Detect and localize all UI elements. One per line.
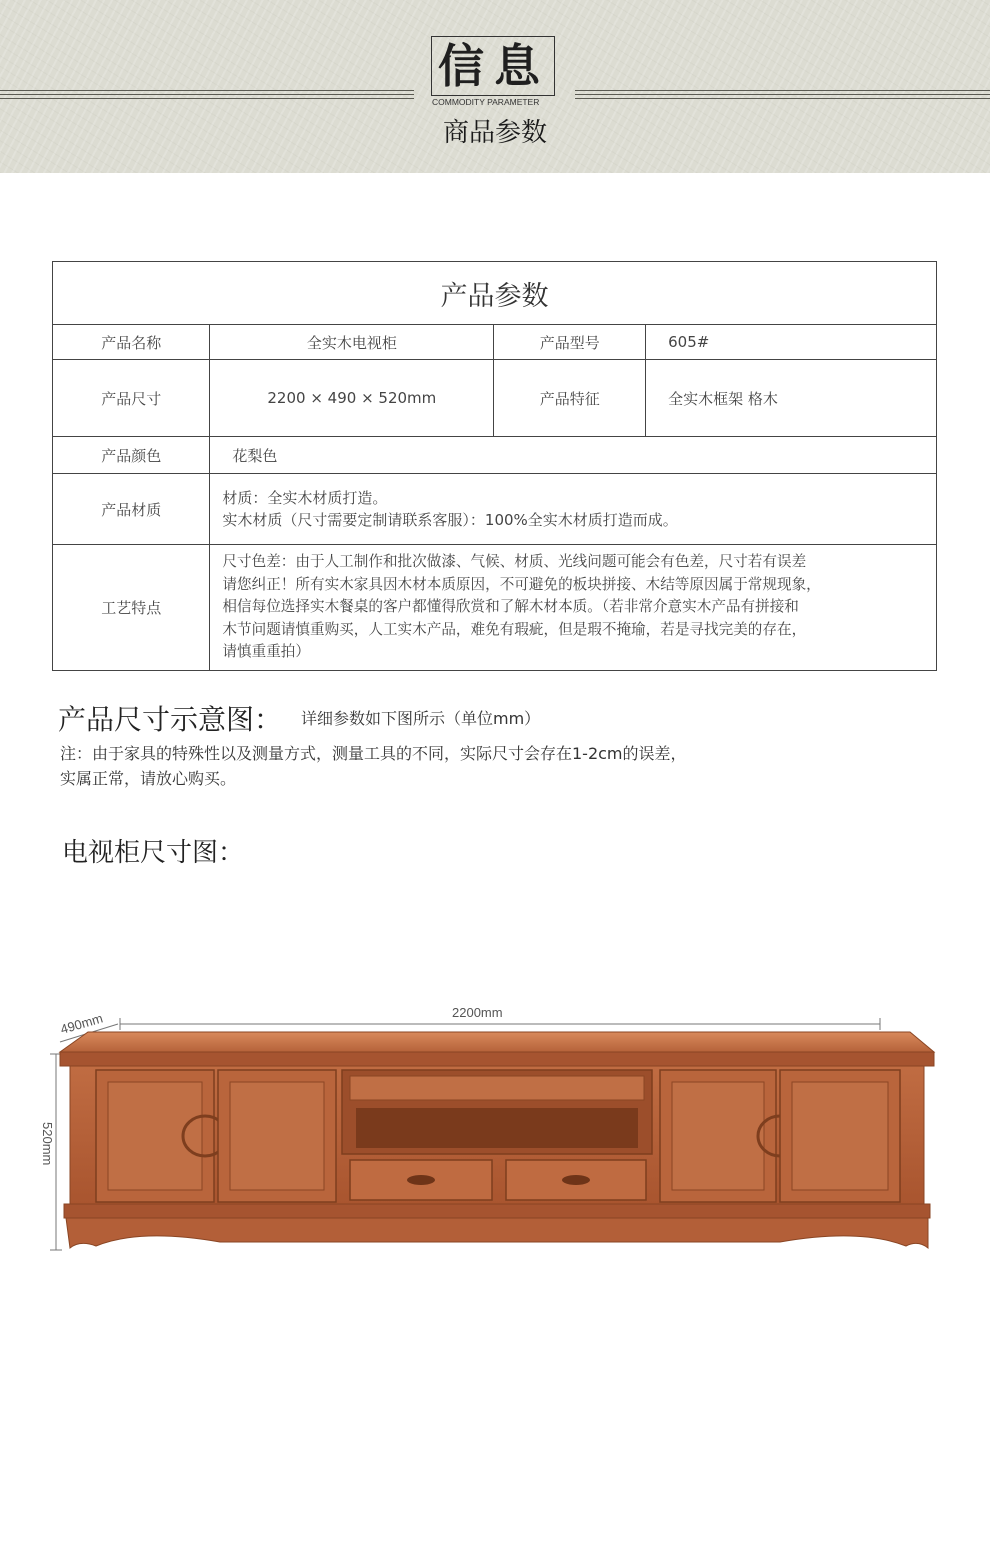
right-door-1-panel (672, 1082, 764, 1190)
cabinet-top (60, 1032, 934, 1052)
product-size-value: 2200 × 490 × 520mm (210, 360, 494, 437)
tv-cabinet (60, 1032, 934, 1248)
product-feature-label: 产品特征 (494, 360, 646, 437)
craft-line-5: 请慎重重拍） (222, 643, 310, 660)
header-title-cn: 商品参数 (442, 118, 547, 148)
product-craft-label: 工艺特点 (53, 545, 210, 671)
width-label: 2200mm (452, 1005, 503, 1020)
width-dimension (120, 1005, 880, 1030)
right-door-2-panel (792, 1082, 888, 1190)
product-craft-value (210, 545, 937, 671)
height-label: 520mm (40, 1122, 55, 1166)
craft-line-3: 相信每位选择实木餐桌的客户都懂得欣赏和了解木材本质。（若非常介意实木产品有拼接和 (222, 598, 799, 615)
banner-divider-right (575, 90, 990, 100)
product-name-value: 全实木电视柜 (210, 325, 494, 360)
size-diagram-title: 产品尺寸示意图： (58, 703, 283, 736)
craft-line-4: 木节问题请慎重购买，人工实木产品，难免有瑕疵，但是瑕不掩瑜，若是寻找完美的存在， (222, 620, 807, 638)
material-line-1: 材质：全实木材质打造。 (222, 488, 388, 507)
depth-label: 490mm (58, 1010, 105, 1037)
product-feature-value: 全实木框架 格木 (646, 360, 937, 437)
height-dimension (40, 1054, 62, 1250)
shelf-opening (356, 1108, 638, 1148)
product-size-label: 产品尺寸 (53, 360, 210, 437)
drawer-right-handle (562, 1175, 590, 1185)
carved-rail (350, 1076, 644, 1100)
product-color-value: 花梨色 (210, 437, 937, 474)
size-diagram-subtitle: 详细参数如下图所示（单位mm） (301, 709, 541, 728)
product-material-label: 产品材质 (53, 474, 210, 545)
craft-line-1: 尺寸色差：由于人工制作和批次做漆、气候、材质、光线问题可能会有色差，尺寸若有误差 (222, 553, 807, 570)
product-color-label: 产品颜色 (53, 437, 210, 474)
cabinet-base (64, 1204, 930, 1218)
tv-cabinet-dimension-drawing (0, 990, 990, 1270)
product-model-label: 产品型号 (494, 325, 646, 360)
header-banner (0, 0, 990, 173)
product-model-value: 605# (646, 325, 937, 360)
cabinet-skirt (66, 1218, 928, 1248)
size-note-line-1: 注：由于家具的特殊性以及测量方式，测量工具的不同，实际尺寸会存在1-2cm的误差， (60, 744, 687, 763)
tv-cabinet-size-title: 电视柜尺寸图： (62, 838, 245, 868)
left-door-2-panel (230, 1082, 324, 1190)
header-title-en: COMMODITY PARAMETER (432, 97, 540, 107)
left-door-1-panel (108, 1082, 202, 1190)
craft-line-2: 请您纠正！所有实木家具因木材本质原因，不可避免的板块拼接、木结等原因属于常规现象， (222, 575, 821, 593)
drawer-left-handle (407, 1175, 435, 1185)
banner-divider-left (0, 90, 414, 100)
product-material-value (210, 474, 937, 545)
cabinet-top-edge (60, 1052, 934, 1066)
product-parameter-table (52, 261, 937, 671)
size-note-line-2: 实属正常，请放心购买。 (60, 769, 237, 788)
material-line-2: 实木材质（尺寸需要定制请联系客服）：100%全实木材质打造而成。 (222, 511, 678, 529)
table-title: 产品参数 (53, 262, 937, 325)
product-name-label: 产品名称 (53, 325, 210, 360)
header-title-big: 信息 (438, 39, 550, 93)
